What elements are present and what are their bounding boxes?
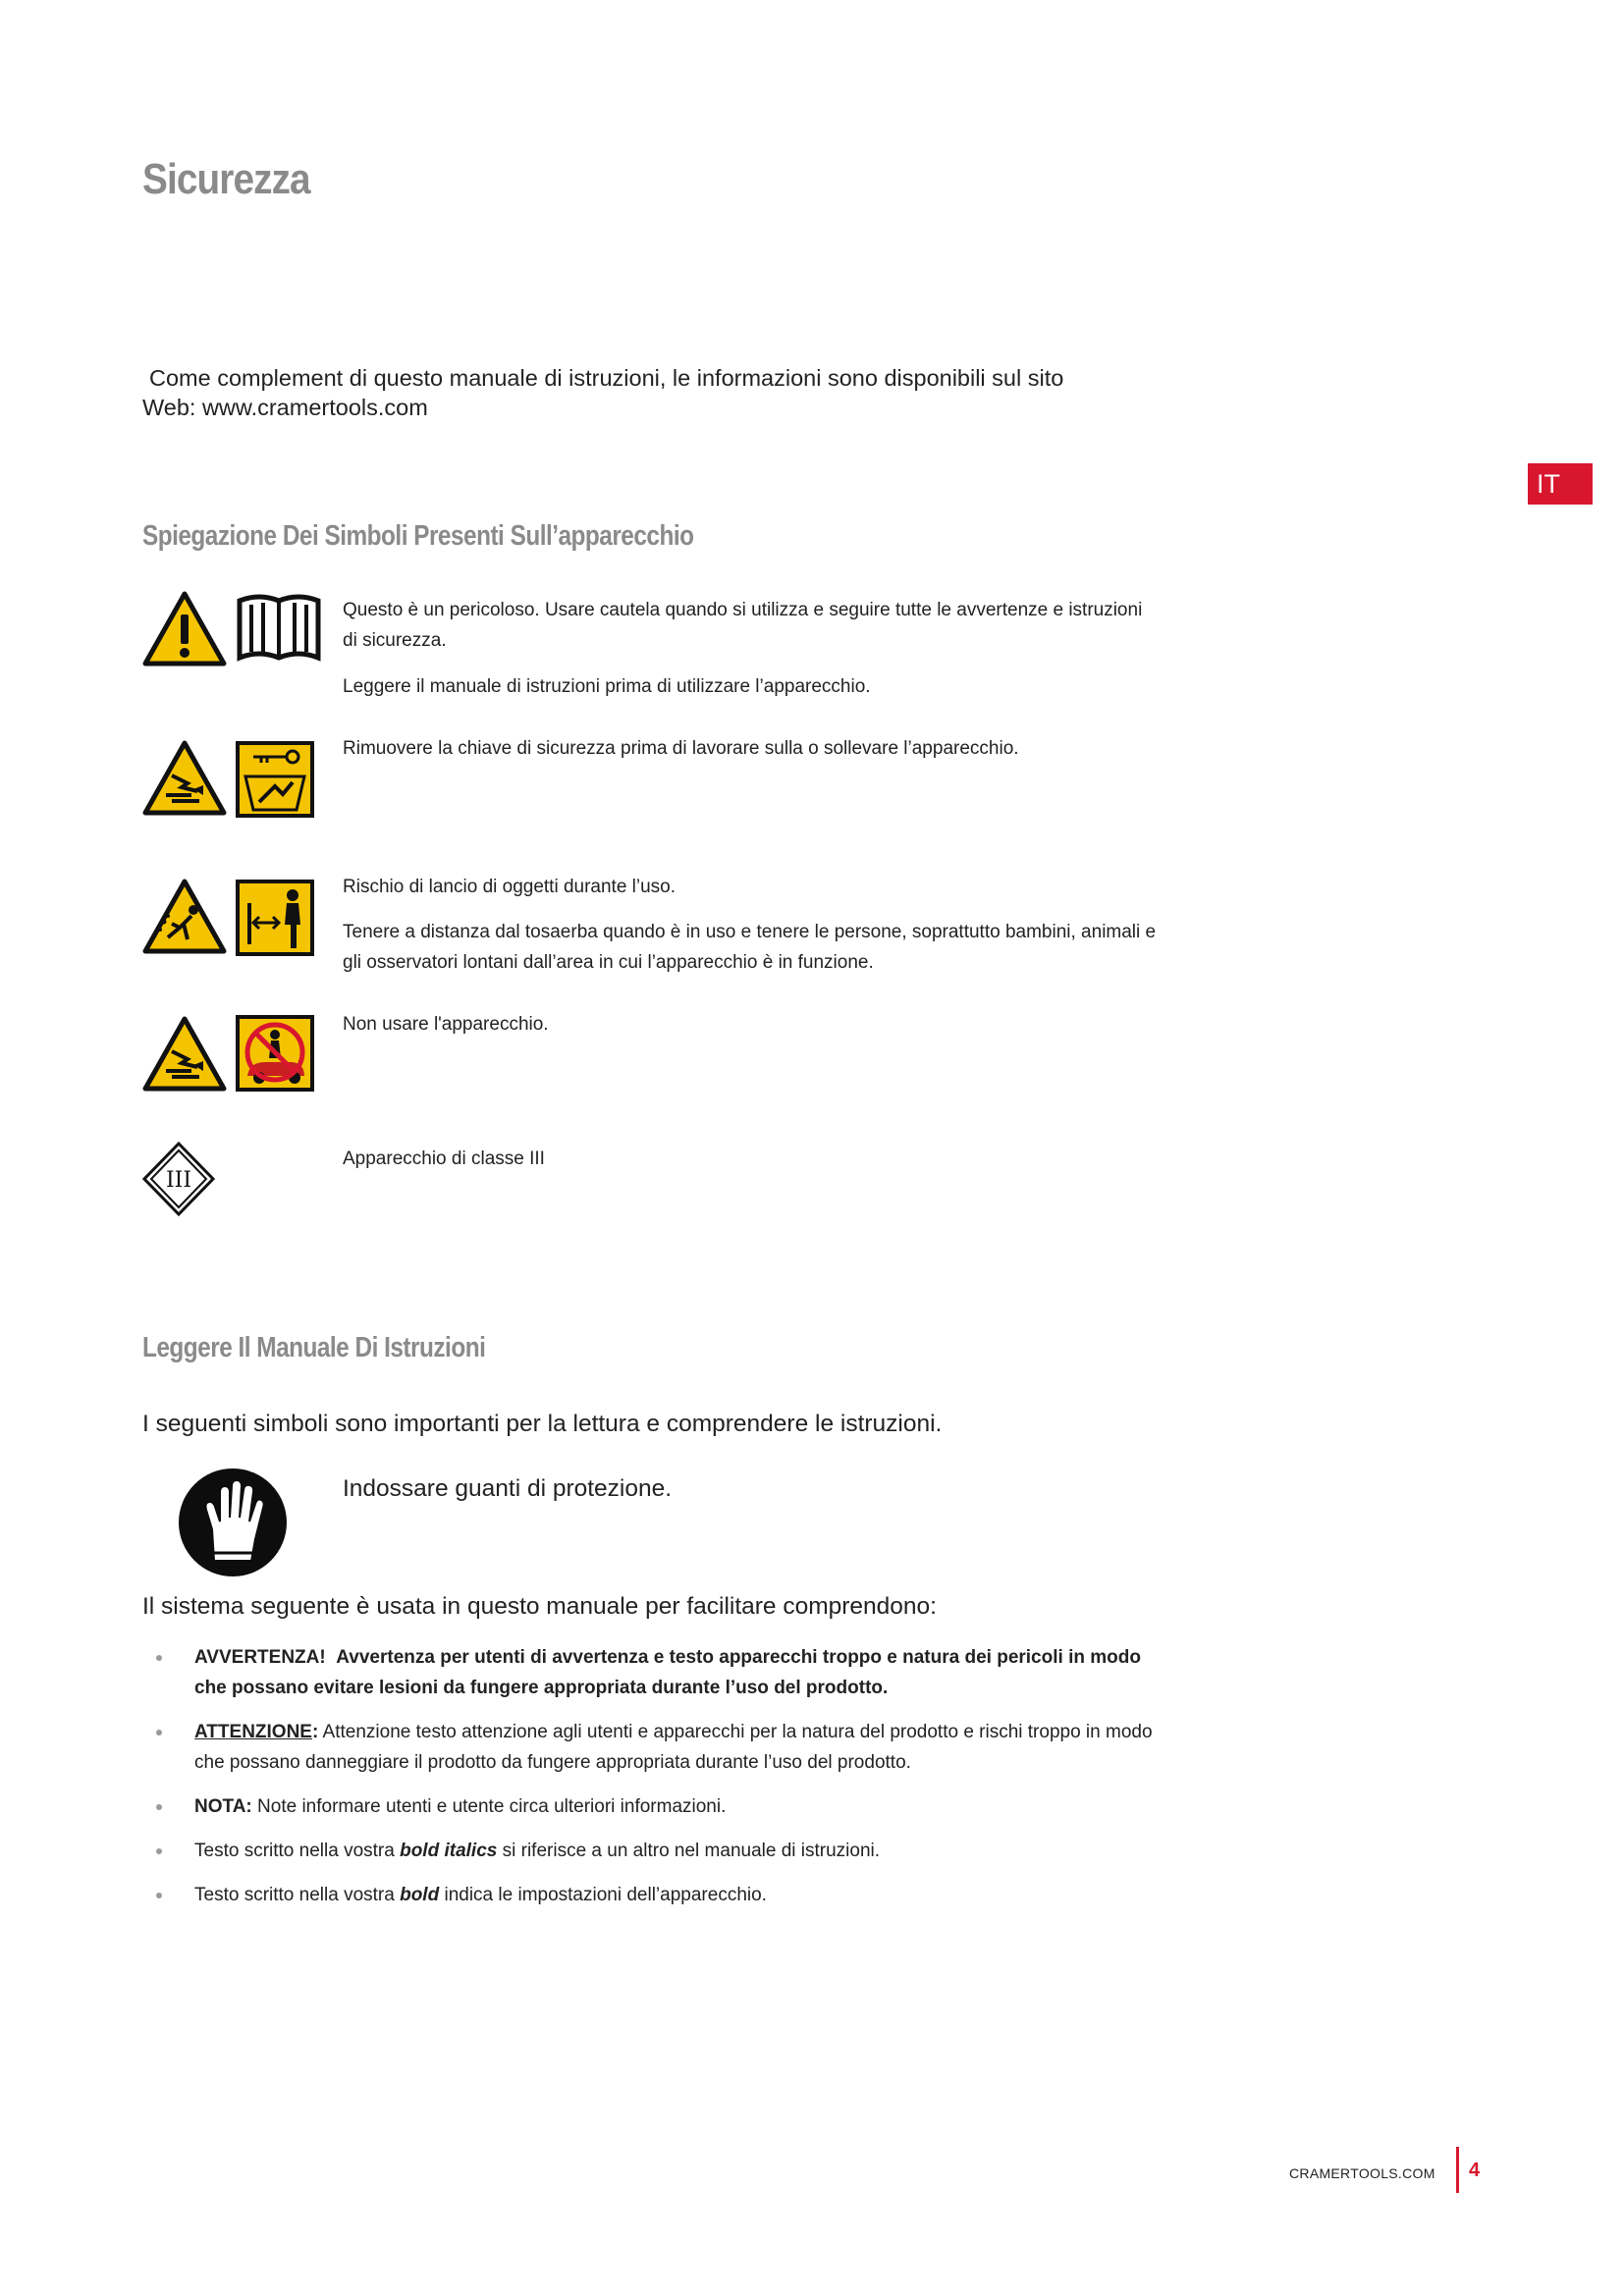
gloves-description: Indossare guanti di protezione. bbox=[343, 1475, 673, 1502]
bold-text-after: indica le impostazioni dell’apparecchio. bbox=[444, 1885, 767, 1905]
bold-italics-emphasis: bold italics bbox=[400, 1841, 498, 1861]
symbol-description: Non usare l'apparecchio. bbox=[343, 1014, 549, 1035]
intro-paragraph bbox=[142, 363, 1222, 422]
no-ride-icon bbox=[236, 1015, 314, 1092]
warning-exclamation-icon bbox=[142, 591, 227, 667]
manual-book-icon bbox=[236, 593, 322, 664]
caution-text: Attenzione testo attenzione agli utenti e apparecchi per la natura del prodotto e rischi troppo in modo che possano danneggiare il prodotto da fungere appropriata durante l’uso del prodotto. bbox=[194, 1722, 1153, 1773]
remove-key-icon bbox=[236, 741, 314, 818]
page-number: 4 bbox=[1469, 2160, 1481, 2181]
footer-divider bbox=[1456, 2147, 1459, 2193]
bold-emphasis: bold bbox=[400, 1885, 440, 1905]
list-item bbox=[142, 1642, 1164, 1703]
warning-label: AVVERTENZA! bbox=[194, 1647, 326, 1668]
note-text: Note informare utenti e utente circa ulteriori informazioni. bbox=[257, 1796, 727, 1817]
bold-text-before: Testo scritto nella vostra bbox=[194, 1885, 395, 1905]
footer-url: CRAMERTOOLS.COM bbox=[1289, 2165, 1435, 2181]
warning-text: Avvertenza per utenti di avvertenza e testo apparecchi troppo e natura dei pericoli in modo che possano evitare lesioni da fungere appropriata durante l’uso del prodotto. bbox=[194, 1647, 1141, 1698]
class-iii-label: III bbox=[165, 1168, 192, 1193]
bold-italics-text-before: Testo scritto nella vostra bbox=[194, 1841, 395, 1861]
symbols-section-heading: Spiegazione Dei Simboli Presenti Sull’apparecchio bbox=[142, 520, 694, 552]
list-item bbox=[142, 1836, 1164, 1866]
list-item: ATTENZIONE: Attenzione testo attenzione agli utenti e apparecchi per la natura del prodotto e rischi troppo in modo che possano danneggiare il prodotto da fungere appropriata durante l’uso del prodotto. bbox=[142, 1717, 1164, 1778]
symbol-description: Rimuovere la chiave di sicurezza prima di lavorare sulla o sollevare l’apparecchio. bbox=[343, 738, 1019, 759]
class-iii-icon bbox=[142, 1142, 215, 1216]
page-title: Sicurezza bbox=[142, 155, 310, 203]
gloves-icon bbox=[177, 1467, 289, 1578]
warning-blade-icon bbox=[142, 740, 227, 817]
caution-label: ATTENZIONE bbox=[194, 1722, 312, 1742]
bold-italics-text-after: si riferisce a un altro nel manuale di istruzioni. bbox=[502, 1841, 881, 1861]
list-item bbox=[142, 1880, 1164, 1910]
intro-line-1: Come complement di questo manuale di istruzioni, le informazioni sono disponibili sul sito bbox=[149, 365, 1064, 391]
intro-line-2: Web: www.cramertools.com bbox=[142, 395, 428, 420]
warning-thrown-objects-icon bbox=[142, 879, 227, 955]
manual-section-heading: Leggere Il Manuale Di Istruzioni bbox=[142, 1332, 486, 1363]
language-tab: IT bbox=[1528, 463, 1593, 505]
list-item bbox=[142, 1791, 1164, 1822]
warning-blade-icon bbox=[142, 1016, 227, 1093]
conventions-list bbox=[142, 1642, 1164, 1924]
system-intro: Il sistema seguente è usata in questo manuale per facilitare comprendono: bbox=[142, 1593, 937, 1620]
manual-section-intro: I seguenti simboli sono importanti per la lettura e comprendere le istruzioni. bbox=[142, 1411, 943, 1437]
symbol-description: Tenere a distanza dal tosaerba quando è in uso e tenere le persone, soprattutto bambini, animali e gli osservatori lontani dall’area in cui l’apparecchio è in funzione. bbox=[343, 922, 1157, 973]
note-label: NOTA: bbox=[194, 1796, 252, 1817]
symbol-description: Rischio di lancio di oggetti durante l’uso. bbox=[343, 877, 677, 897]
keep-distance-icon bbox=[236, 880, 314, 956]
symbol-description: Leggere il manuale di istruzioni prima di utilizzare l’apparecchio. bbox=[343, 676, 871, 697]
symbol-description: Questo è un pericoloso. Usare cautela quando si utilizza e seguire tutte le avvertenze e istruzioni di sicurezza. bbox=[343, 600, 1143, 651]
symbol-description: Apparecchio di classe III bbox=[343, 1148, 545, 1169]
